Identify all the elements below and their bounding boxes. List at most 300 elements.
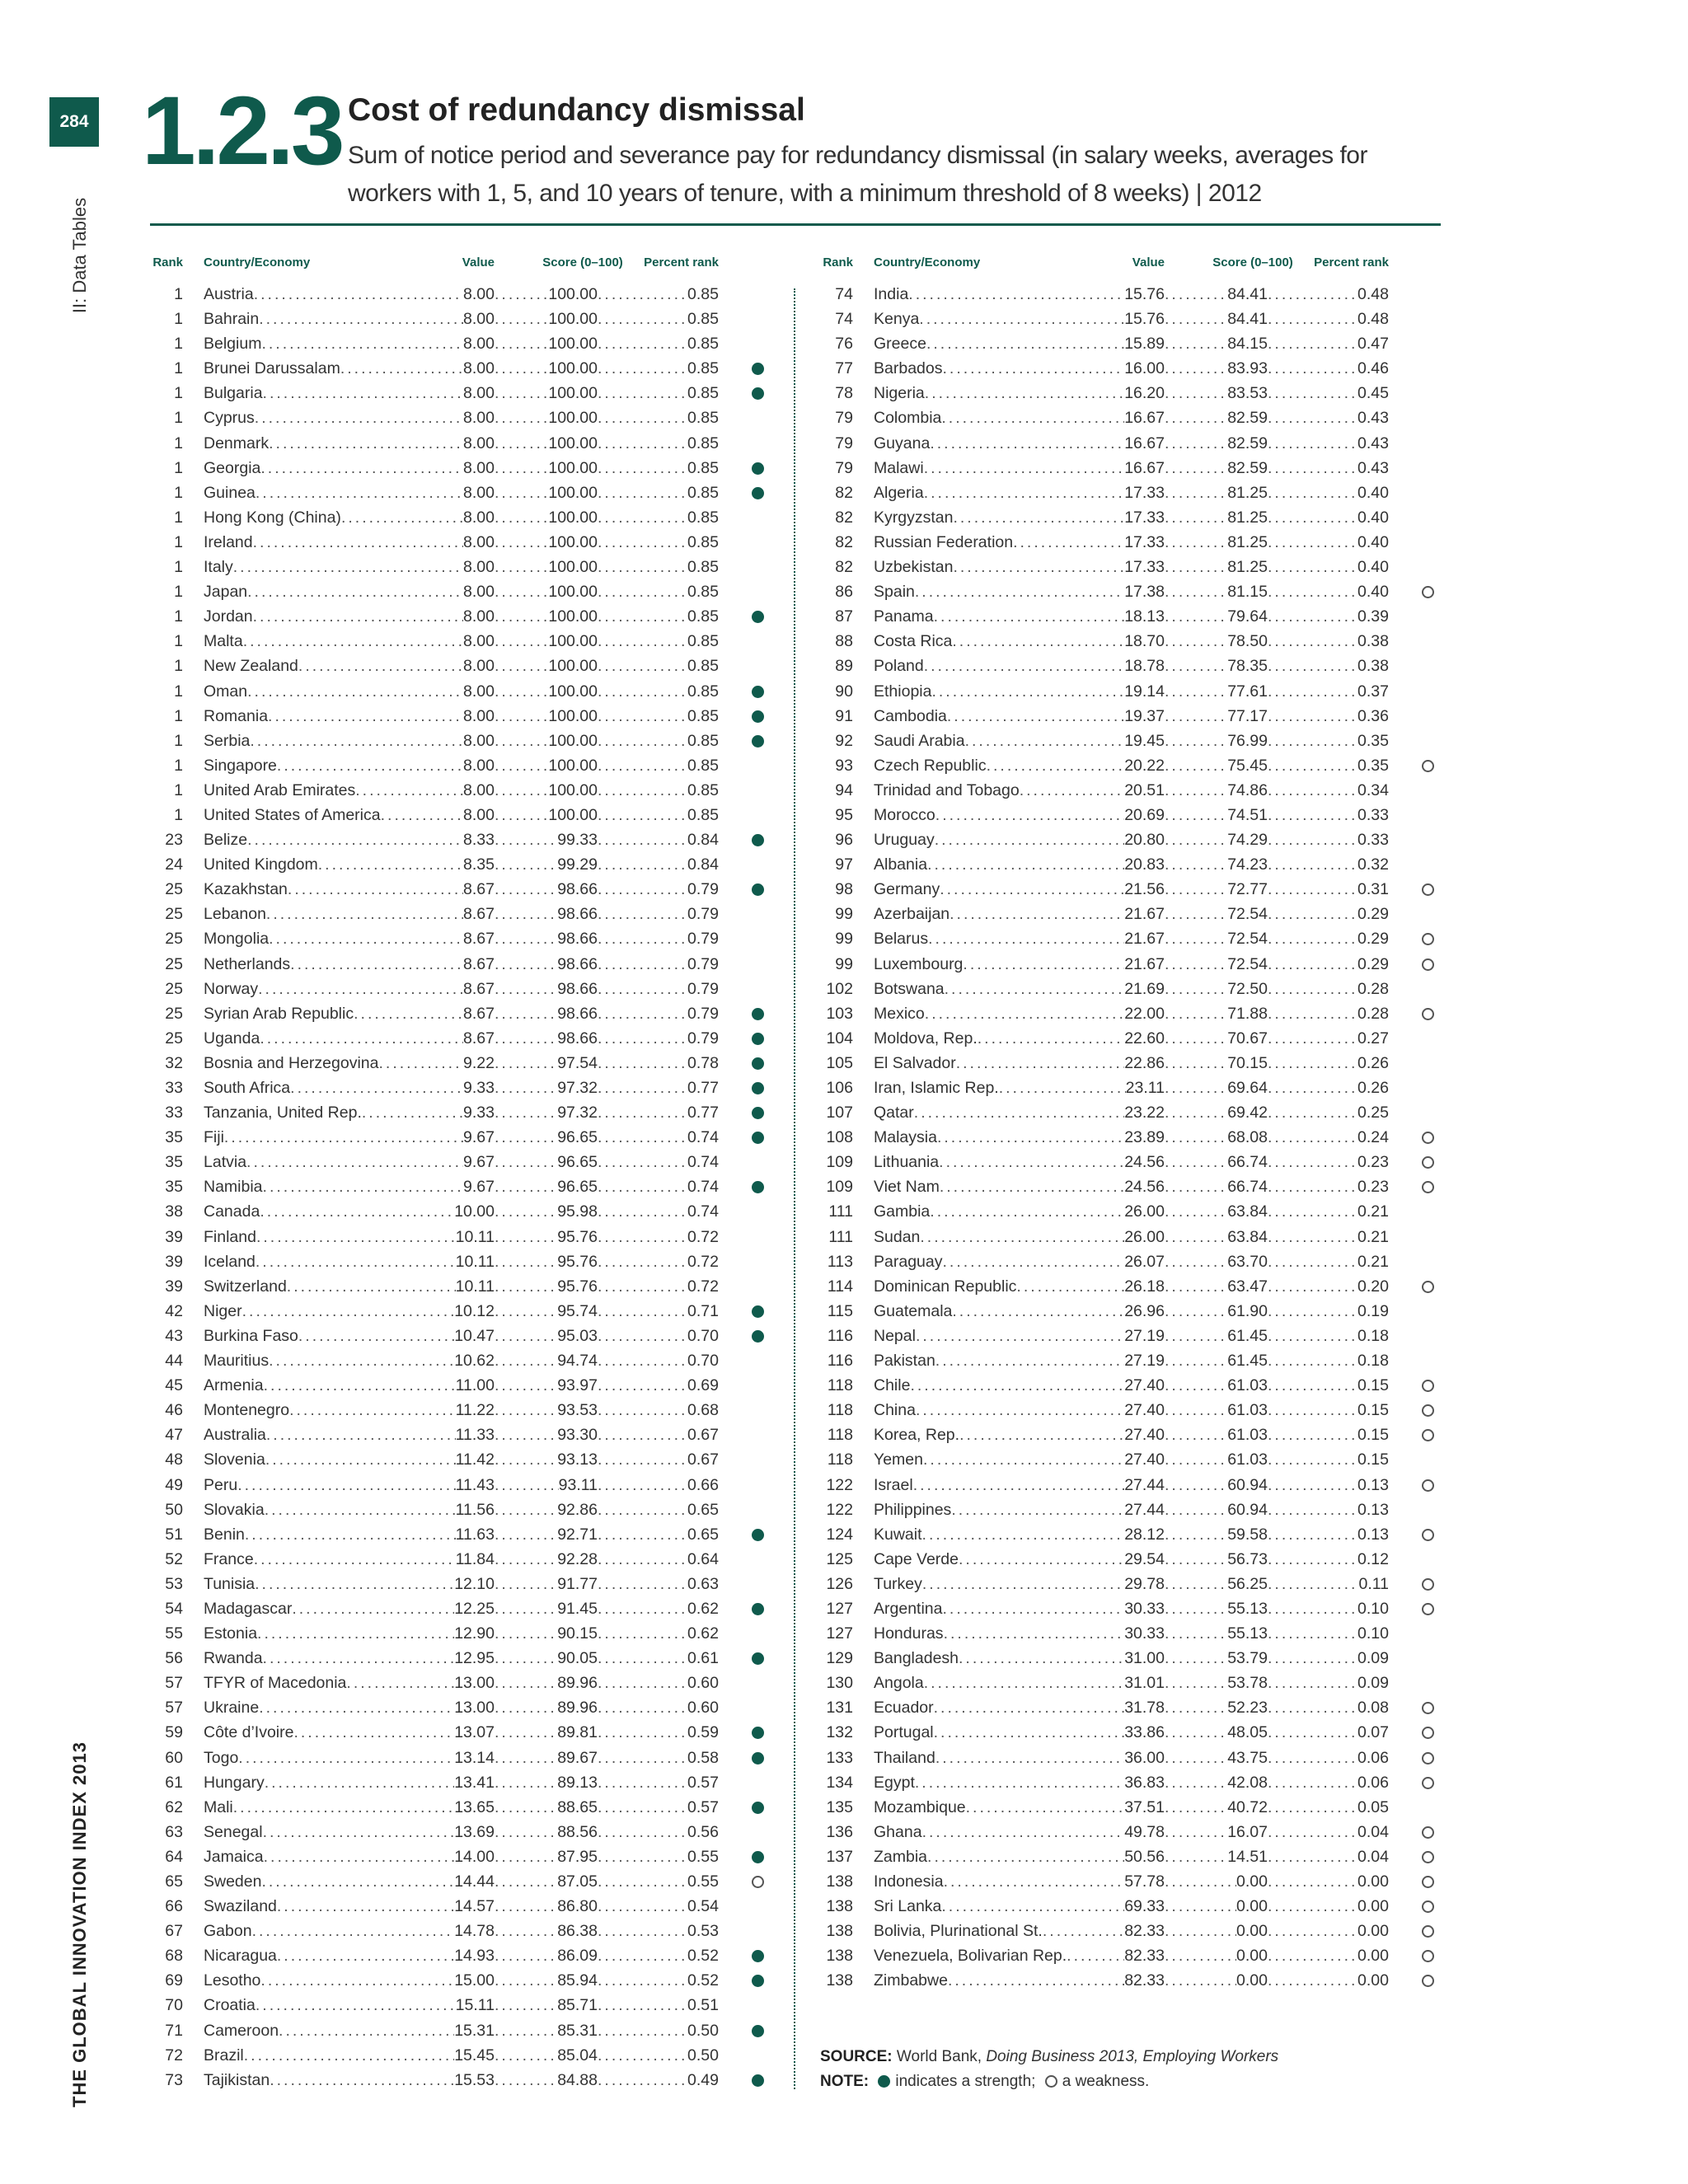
value-cell: 36.83 — [1124, 1773, 1165, 1792]
leader-dots — [270, 2068, 454, 2093]
country-cell: Azerbaijan — [874, 902, 950, 926]
leader-dots — [495, 1473, 559, 1497]
percent-rank-cell: 0.74 — [687, 1125, 719, 1150]
leader-dots — [233, 555, 463, 579]
percent-rank-cell: 0.31 — [1357, 877, 1389, 902]
percent-rank-cell: 0.40 — [1357, 579, 1389, 604]
percent-rank-cell: 0.18 — [1357, 1324, 1389, 1348]
rank-cell: 132 — [826, 1723, 853, 1742]
strength-dot-icon — [752, 1008, 764, 1020]
strength-dot-icon — [752, 686, 764, 698]
leader-dots — [598, 356, 687, 381]
country-cell: Poland — [874, 654, 924, 678]
percent-rank-cell: 0.61 — [687, 1646, 719, 1671]
leader-dots — [1268, 1051, 1357, 1076]
leader-dots — [914, 1100, 1124, 1125]
score-cell: 60.94 — [1227, 1497, 1268, 1522]
column-divider — [794, 288, 795, 2089]
rank-cell: 135 — [826, 1797, 853, 1816]
rank-cell: 49 — [165, 1475, 183, 1494]
leader-dots — [598, 1447, 687, 1472]
table-row — [820, 1299, 1397, 1324]
row-values — [204, 1993, 719, 2018]
rank-cell: 42 — [165, 1301, 183, 1320]
leader-dots — [254, 282, 463, 307]
table-row — [820, 555, 1397, 579]
source-publication: Doing Business 2013, Employing Workers — [986, 2048, 1279, 2065]
country-cell: TFYR of Macedonia — [204, 1671, 346, 1695]
country-cell: Germany — [874, 877, 940, 902]
leader-dots — [598, 1720, 687, 1745]
leader-dots — [247, 827, 463, 852]
table-row — [150, 2068, 727, 2093]
leader-dots — [1165, 555, 1227, 579]
score-cell: 100.00 — [548, 405, 598, 430]
leader-dots — [924, 1671, 1124, 1695]
leader-dots — [495, 1497, 557, 1522]
score-cell: 85.94 — [557, 1968, 598, 1993]
score-cell: 78.35 — [1227, 654, 1268, 678]
country-cell: El Salvador — [874, 1051, 956, 1076]
value-cell: 8.00 — [463, 483, 495, 502]
percent-rank-cell: 0.35 — [1357, 753, 1389, 778]
table-row — [150, 1422, 727, 1447]
value-cell: 9.67 — [463, 1128, 495, 1147]
rank-cell: 137 — [826, 1847, 853, 1866]
rank-cell: 116 — [827, 1352, 853, 1371]
rank-cell: 1 — [174, 359, 183, 378]
leader-dots — [495, 579, 548, 604]
country-cell: Oman — [204, 679, 247, 704]
leader-dots — [495, 1720, 557, 1745]
row-values — [874, 1026, 1389, 1051]
strength-dot-icon — [752, 487, 764, 499]
country-cell: Malaysia — [874, 1125, 937, 1150]
score-cell: 96.65 — [557, 1150, 598, 1174]
table-row — [820, 1695, 1397, 1720]
page-subtitle: Sum of notice period and severance pay for redundancy dismissal (in salary weeks, averages for workers with 1, 5, and 10 years of tenure, with a minimum threshold of 8 weeks) | 2012 — [348, 142, 1367, 207]
table-row — [150, 1125, 727, 1150]
row-values — [874, 1199, 1389, 1224]
table-row — [820, 1051, 1397, 1076]
row-values — [204, 1225, 719, 1249]
leader-dots — [910, 1373, 1124, 1398]
score-cell: 71.88 — [1227, 1001, 1268, 1026]
score-cell: 98.66 — [557, 952, 598, 977]
weakness-circle-icon — [1422, 1404, 1434, 1417]
leader-dots — [598, 1547, 687, 1572]
country-cell: Côte d’Ivoire — [204, 1720, 293, 1745]
row-values — [874, 1720, 1389, 1745]
rank-cell: 131 — [826, 1699, 853, 1718]
row-values — [204, 926, 719, 951]
leader-dots — [1268, 852, 1357, 877]
leader-dots — [1165, 1473, 1227, 1497]
value-cell: 13.69 — [454, 1822, 495, 1841]
strength-dot-icon — [752, 1950, 764, 1962]
score-cell: 84.41 — [1227, 282, 1268, 307]
country-cell: Canada — [204, 1199, 260, 1224]
rank-cell: 70 — [165, 1996, 183, 2015]
percent-rank-cell: 0.65 — [687, 1497, 719, 1522]
country-cell: Norway — [204, 977, 258, 1001]
rank-cell: 106 — [826, 1079, 853, 1097]
table-row — [150, 1795, 727, 1820]
country-cell: Greece — [874, 331, 926, 356]
row-values — [204, 1497, 719, 1522]
country-cell: Viet Nam — [874, 1174, 940, 1199]
row-values — [204, 729, 719, 753]
strength-dot-icon — [752, 363, 764, 375]
rank-cell: 82 — [835, 558, 853, 577]
percent-rank-cell: 0.00 — [1357, 1943, 1389, 1968]
score-cell: 0.00 — [1236, 1968, 1268, 1993]
score-cell: 55.13 — [1227, 1596, 1268, 1621]
rank-cell: 24 — [165, 855, 183, 874]
leader-dots — [495, 1076, 557, 1100]
value-cell: 27.40 — [1124, 1401, 1165, 1420]
leader-dots — [924, 456, 1125, 480]
leader-dots — [495, 530, 548, 555]
row-values — [874, 827, 1389, 852]
value-cell: 22.60 — [1124, 1029, 1165, 1047]
leader-dots — [1268, 456, 1357, 480]
percent-rank-cell: 0.21 — [1357, 1249, 1389, 1274]
leader-dots — [1268, 1348, 1357, 1373]
score-cell: 69.42 — [1227, 1100, 1268, 1125]
rank-cell: 124 — [826, 1525, 853, 1544]
rank-cell: 89 — [835, 657, 853, 676]
header-value: Value — [1132, 255, 1165, 269]
value-cell: 36.00 — [1124, 1748, 1165, 1767]
score-cell: 86.80 — [557, 1894, 598, 1919]
country-cell: Paraguay — [874, 1249, 942, 1274]
value-cell: 15.00 — [454, 1971, 495, 1990]
table-row — [820, 1720, 1397, 1745]
rank-cell: 86 — [835, 583, 853, 602]
leader-dots — [277, 753, 463, 778]
leader-dots — [233, 1795, 454, 1820]
value-cell: 27.40 — [1124, 1451, 1165, 1469]
score-cell: 100.00 — [548, 753, 598, 778]
country-cell: Zimbabwe — [874, 1968, 948, 1993]
row-values — [874, 704, 1389, 729]
table-header — [150, 252, 727, 282]
header-rank: Rank — [823, 255, 853, 269]
value-cell: 8.00 — [463, 409, 495, 428]
value-cell: 8.00 — [463, 756, 495, 775]
value-cell: 24.56 — [1124, 1153, 1165, 1172]
leader-dots — [598, 579, 687, 604]
rank-cell: 82 — [835, 508, 853, 527]
percent-rank-cell: 0.00 — [1357, 1869, 1389, 1894]
value-cell: 8.35 — [463, 855, 495, 874]
leader-dots — [598, 1398, 687, 1422]
table-row — [820, 1646, 1397, 1671]
score-cell: 77.61 — [1227, 679, 1268, 704]
leader-dots — [1165, 1919, 1236, 1943]
leader-dots — [495, 1447, 557, 1472]
row-values — [204, 1125, 719, 1150]
percent-rank-cell: 0.55 — [687, 1869, 719, 1894]
weakness-circle-icon — [1422, 1181, 1434, 1193]
percent-rank-cell: 0.52 — [687, 1968, 719, 1993]
value-cell: 8.00 — [463, 335, 495, 354]
score-cell: 100.00 — [548, 381, 598, 405]
table-row — [820, 431, 1397, 456]
percent-rank-cell: 0.25 — [1357, 1100, 1389, 1125]
row-values — [204, 852, 719, 877]
row-values — [874, 579, 1389, 604]
value-cell: 17.38 — [1124, 583, 1165, 602]
leader-dots — [598, 654, 687, 678]
leader-dots — [1268, 431, 1357, 456]
table-row — [150, 1447, 727, 1472]
table-row — [150, 1199, 727, 1224]
weakness-circle-icon — [1422, 1851, 1434, 1863]
leader-dots — [495, 1621, 557, 1646]
leader-dots — [253, 604, 463, 629]
score-cell: 53.78 — [1227, 1671, 1268, 1695]
value-cell: 14.00 — [454, 1847, 495, 1866]
row-values — [874, 1894, 1389, 1919]
leader-dots — [942, 1249, 1124, 1274]
leader-dots — [598, 381, 687, 405]
rank-cell: 54 — [165, 1599, 183, 1618]
leader-dots — [378, 1051, 463, 1076]
weakness-circle-icon — [1422, 1975, 1434, 1987]
percent-rank-cell: 0.79 — [687, 1001, 719, 1026]
row-values — [874, 1869, 1389, 1894]
score-cell: 87.05 — [557, 1869, 598, 1894]
title-rule — [150, 223, 1441, 226]
strength-dot-icon — [752, 1107, 764, 1119]
rank-cell: 1 — [174, 657, 183, 676]
row-values — [874, 1770, 1389, 1795]
leader-dots — [598, 1993, 687, 2018]
value-cell: 21.67 — [1124, 954, 1165, 973]
leader-dots — [1268, 1225, 1357, 1249]
table-row — [820, 1398, 1397, 1422]
country-cell: Tajikistan — [204, 2068, 270, 2093]
leader-dots — [1165, 604, 1227, 629]
leader-dots — [298, 1324, 454, 1348]
weakness-circle-icon — [1422, 1876, 1434, 1888]
country-cell: Mexico — [874, 1001, 925, 1026]
leader-dots — [495, 1150, 557, 1174]
weakness-circle-icon — [1422, 1826, 1434, 1839]
table-row — [150, 1249, 727, 1274]
percent-rank-cell: 0.72 — [687, 1249, 719, 1274]
percent-rank-cell: 0.62 — [687, 1596, 719, 1621]
leader-dots — [287, 1274, 456, 1299]
row-values — [874, 629, 1389, 654]
leader-dots — [598, 1522, 687, 1547]
table-row — [150, 1596, 727, 1621]
country-cell: Lesotho — [204, 1968, 260, 1993]
percent-rank-cell: 0.19 — [1357, 1299, 1389, 1324]
value-cell: 11.43 — [455, 1475, 495, 1494]
table-row — [150, 679, 727, 704]
row-values — [204, 555, 719, 579]
table-row — [150, 456, 727, 480]
score-cell: 98.66 — [557, 1001, 598, 1026]
value-cell: 15.45 — [454, 2046, 495, 2064]
percent-rank-cell: 0.13 — [1357, 1497, 1389, 1522]
value-cell: 9.33 — [463, 1104, 495, 1122]
leader-dots — [1268, 480, 1357, 505]
leader-dots — [1165, 307, 1227, 331]
country-cell: Ethiopia — [874, 679, 931, 704]
row-values — [874, 480, 1389, 505]
value-cell: 11.63 — [455, 1525, 495, 1544]
score-cell: 95.98 — [557, 1199, 598, 1224]
value-cell: 26.07 — [1124, 1252, 1165, 1271]
value-cell: 8.00 — [463, 310, 495, 329]
value-cell: 19.37 — [1124, 706, 1165, 725]
country-cell: China — [874, 1398, 916, 1422]
table-row — [820, 307, 1397, 331]
row-values — [204, 1001, 719, 1026]
leader-dots — [598, 2018, 687, 2043]
score-cell: 93.13 — [557, 1447, 598, 1472]
source-line — [820, 2045, 1278, 2069]
value-cell: 10.62 — [454, 1352, 495, 1371]
row-values — [204, 778, 719, 803]
leader-dots — [598, 1299, 687, 1324]
country-cell: Costa Rica — [874, 629, 952, 654]
strength-dot-icon — [878, 2075, 890, 2088]
value-cell: 82.33 — [1124, 1971, 1165, 1990]
percent-rank-cell: 0.40 — [1357, 555, 1389, 579]
percent-rank-cell: 0.85 — [687, 753, 719, 778]
country-cell: Madagascar — [204, 1596, 292, 1621]
table-row — [150, 1844, 727, 1869]
value-cell: 13.00 — [454, 1674, 495, 1693]
value-cell: 49.78 — [1124, 1822, 1165, 1841]
country-cell: Spain — [874, 579, 915, 604]
country-cell: New Zealand — [204, 654, 298, 678]
table-row — [150, 1026, 727, 1051]
country-cell: Slovenia — [204, 1447, 265, 1472]
leader-dots — [1268, 530, 1357, 555]
score-cell: 94.74 — [557, 1348, 598, 1373]
leader-dots — [495, 1919, 557, 1943]
row-values — [874, 1820, 1389, 1844]
leader-dots — [916, 1398, 1124, 1422]
score-cell: 100.00 — [548, 530, 598, 555]
score-cell: 100.00 — [548, 356, 598, 381]
leader-dots — [495, 679, 548, 704]
row-values — [874, 431, 1389, 456]
score-cell: 100.00 — [548, 778, 598, 803]
table-row — [150, 1894, 727, 1919]
score-cell: 93.97 — [557, 1373, 598, 1398]
value-cell: 30.33 — [1124, 1599, 1165, 1618]
leader-dots — [495, 1348, 557, 1373]
country-cell: Slovakia — [204, 1497, 265, 1522]
leader-dots — [257, 1621, 454, 1646]
rank-cell: 99 — [835, 930, 853, 949]
percent-rank-cell: 0.04 — [1357, 1820, 1389, 1844]
country-cell: Indonesia — [874, 1869, 944, 1894]
rank-cell: 1 — [174, 508, 183, 527]
value-cell: 17.33 — [1124, 508, 1165, 527]
leader-dots — [959, 1547, 1124, 1572]
value-cell: 8.67 — [463, 1004, 495, 1023]
percent-rank-cell: 0.15 — [1357, 1447, 1389, 1472]
country-cell: Mozambique — [874, 1795, 966, 1820]
rank-cell: 77 — [835, 359, 853, 378]
table-row — [150, 555, 727, 579]
table-row — [820, 480, 1397, 505]
percent-rank-cell: 0.62 — [687, 1621, 719, 1646]
weakness-circle-icon — [1422, 1008, 1434, 1020]
country-cell: Hong Kong (China) — [204, 505, 341, 530]
country-cell: Honduras — [874, 1621, 944, 1646]
country-cell: Gambia — [874, 1199, 930, 1224]
score-cell: 95.03 — [557, 1324, 598, 1348]
percent-rank-cell: 0.77 — [687, 1076, 719, 1100]
country-cell: Portugal — [874, 1720, 934, 1745]
percent-rank-cell: 0.39 — [1357, 604, 1389, 629]
score-cell: 68.08 — [1227, 1125, 1268, 1150]
score-cell: 42.08 — [1227, 1770, 1268, 1795]
percent-rank-cell: 0.50 — [687, 2043, 719, 2068]
percent-rank-cell: 0.59 — [687, 1720, 719, 1745]
row-values — [874, 1547, 1389, 1572]
percent-rank-cell: 0.13 — [1357, 1473, 1389, 1497]
table-row — [820, 1249, 1397, 1274]
rank-cell: 74 — [835, 310, 853, 329]
leader-dots — [495, 1125, 557, 1150]
country-cell: Austria — [204, 282, 254, 307]
table-row — [150, 480, 727, 505]
row-values — [204, 679, 719, 704]
percent-rank-cell: 0.85 — [687, 381, 719, 405]
leader-dots — [1165, 1274, 1227, 1299]
row-values — [874, 1249, 1389, 1274]
leader-dots — [1268, 1373, 1357, 1398]
leader-dots — [963, 952, 1124, 977]
leader-dots — [1268, 926, 1357, 951]
row-values — [874, 1671, 1389, 1695]
leader-dots — [495, 827, 557, 852]
table-row — [150, 505, 727, 530]
table-row — [820, 1820, 1397, 1844]
rank-cell: 102 — [826, 979, 853, 998]
leader-dots — [942, 1596, 1124, 1621]
leader-dots — [1165, 1844, 1227, 1869]
value-cell: 16.67 — [1124, 409, 1165, 428]
leader-dots — [1165, 1174, 1227, 1199]
row-values — [204, 1299, 719, 1324]
score-cell: 82.59 — [1227, 456, 1268, 480]
leader-dots — [260, 1968, 454, 1993]
country-cell: Bosnia and Herzegovina — [204, 1051, 378, 1076]
row-values — [204, 1894, 719, 1919]
percent-rank-cell: 0.67 — [687, 1447, 719, 1472]
country-cell: Senegal — [204, 1820, 263, 1844]
value-cell: 20.51 — [1124, 780, 1165, 799]
value-cell: 18.78 — [1124, 657, 1165, 676]
percent-rank-cell: 0.23 — [1357, 1150, 1389, 1174]
value-cell: 18.13 — [1124, 607, 1165, 626]
table-column-right — [820, 252, 1397, 1993]
leader-dots — [1165, 1695, 1227, 1720]
country-cell: Niger — [204, 1299, 242, 1324]
value-cell: 21.67 — [1124, 930, 1165, 949]
